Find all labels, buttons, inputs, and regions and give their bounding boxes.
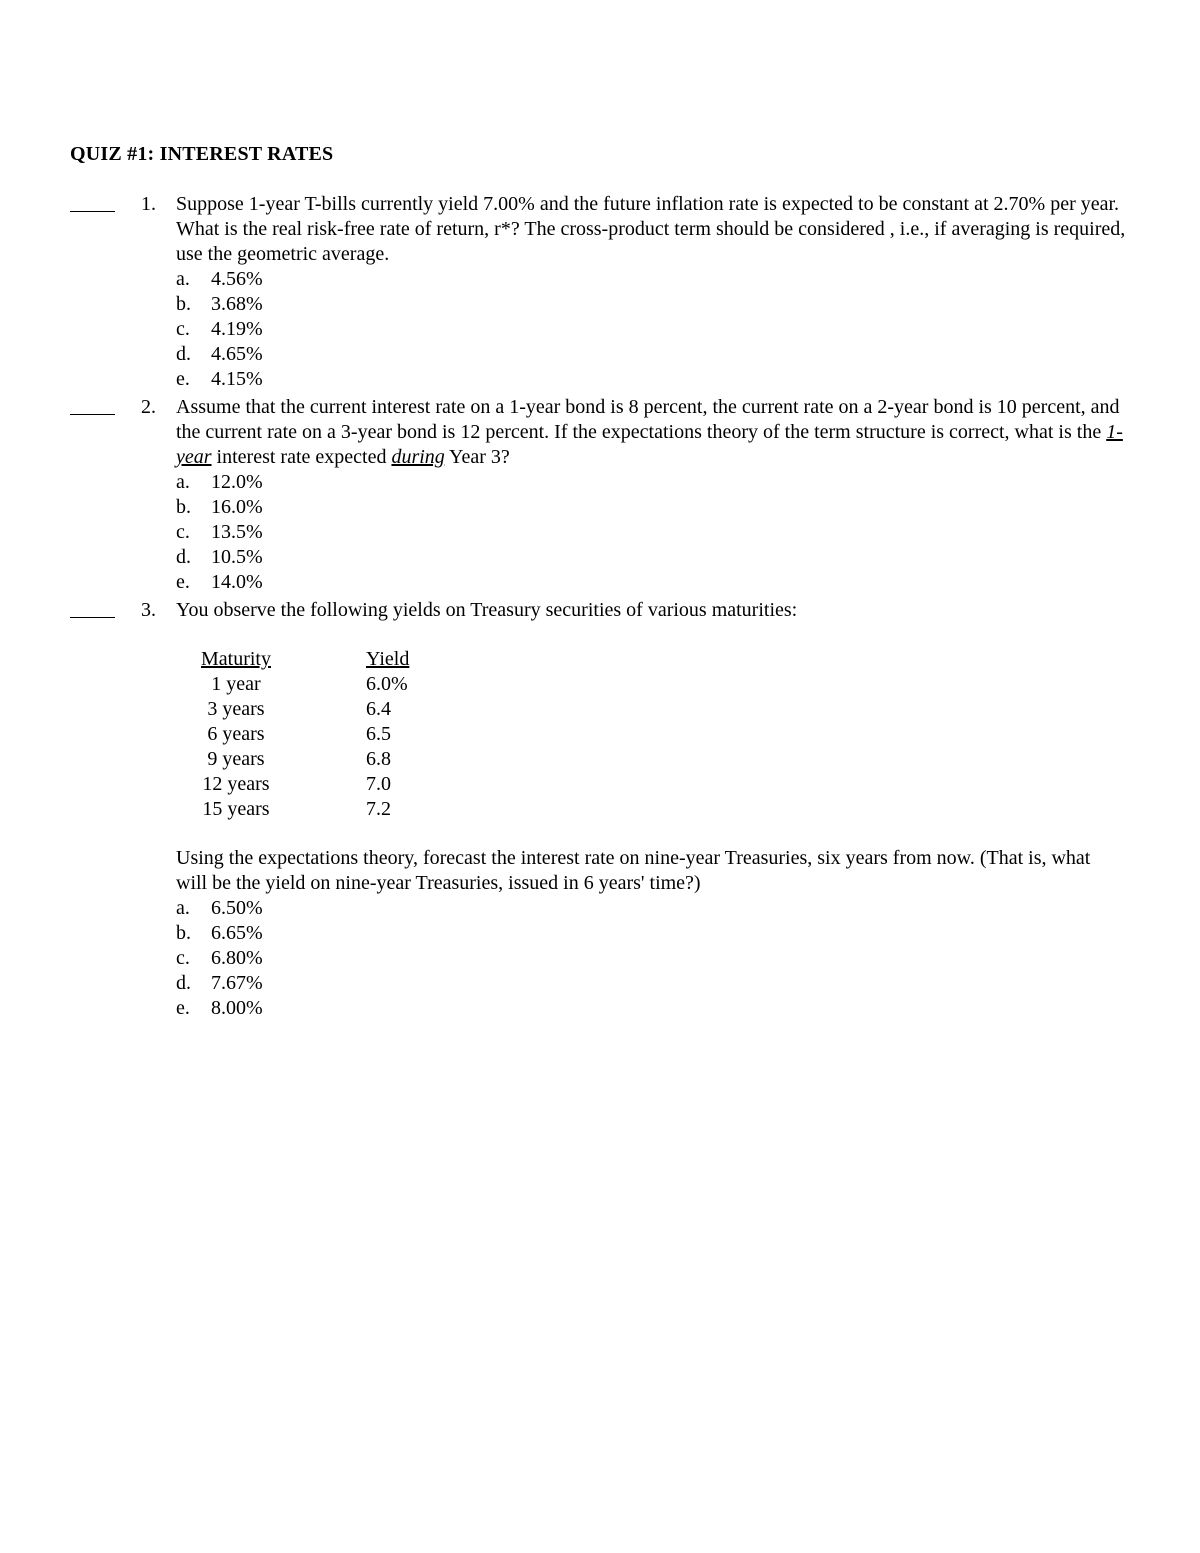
option-letter: e. xyxy=(176,368,190,390)
answer-options xyxy=(176,470,1126,595)
table-row xyxy=(176,672,1126,697)
option-value: 4.65% xyxy=(211,343,263,365)
yield-cell: 7.0 xyxy=(366,773,391,795)
option-letter: d. xyxy=(176,343,191,365)
question-intro: You observe the following yields on Treasury securities of various maturities: xyxy=(176,599,798,621)
table-row xyxy=(176,797,1126,822)
maturity-cell: 15 years xyxy=(202,798,270,820)
option-letter: b. xyxy=(176,496,191,518)
question-text-part: Assume that the current interest rate on a 1-year bond is 8 percent, the current rate on a 2-year bond is 10 percent, and the current rate on a 3-year bond is 12 percent. If the expectations theory of the term structure is correct, what is the xyxy=(176,396,1120,443)
option-value: 3.68% xyxy=(211,293,263,315)
question-body xyxy=(176,598,1126,1021)
answer-option xyxy=(176,545,1126,570)
option-value: 6.50% xyxy=(211,897,263,919)
question-text: Using the expectations theory, forecast the interest rate on nine-year Treasuries, six years from now. (That is, what will be the yield on nine-year Treasuries, issued in 6 years' time?) xyxy=(176,847,1091,894)
yield-table xyxy=(176,647,1126,822)
option-value: 6.65% xyxy=(211,922,263,944)
option-letter: c. xyxy=(176,318,190,340)
option-value: 14.0% xyxy=(211,571,263,593)
option-letter: c. xyxy=(176,521,190,543)
option-value: 10.5% xyxy=(211,546,263,568)
question-text-part: Year 3? xyxy=(444,446,510,468)
answer-option xyxy=(176,367,1126,392)
answer-blank xyxy=(70,617,115,618)
answer-option xyxy=(176,495,1126,520)
quiz-title: QUIZ #1: INTEREST RATES xyxy=(70,143,334,165)
maturity-cell: 9 years xyxy=(207,748,265,770)
table-row xyxy=(176,722,1126,747)
question-number: 1. xyxy=(141,193,156,215)
option-value: 16.0% xyxy=(211,496,263,518)
question-number: 3. xyxy=(141,599,156,621)
option-letter: c. xyxy=(176,947,190,969)
answer-option xyxy=(176,292,1126,317)
maturity-cell: 12 years xyxy=(202,773,270,795)
question-number: 2. xyxy=(141,396,156,418)
option-value: 4.56% xyxy=(211,268,263,290)
option-letter: d. xyxy=(176,972,191,994)
answer-option xyxy=(176,342,1126,367)
answer-option xyxy=(176,896,1126,921)
question-body xyxy=(176,192,1126,392)
yield-cell: 6.5 xyxy=(366,723,391,745)
table-row xyxy=(176,747,1126,772)
option-letter: a. xyxy=(176,268,190,290)
yield-cell: 6.8 xyxy=(366,748,391,770)
answer-options xyxy=(176,267,1126,392)
option-letter: b. xyxy=(176,922,191,944)
table-row xyxy=(176,697,1126,722)
option-value: 8.00% xyxy=(211,997,263,1019)
answer-option xyxy=(176,996,1126,1021)
option-value: 7.67% xyxy=(211,972,263,994)
option-value: 12.0% xyxy=(211,471,263,493)
answer-options xyxy=(176,896,1126,1021)
maturity-cell: 1 year xyxy=(211,673,261,695)
option-value: 4.15% xyxy=(211,368,263,390)
option-letter: e. xyxy=(176,997,190,1019)
yield-cell: 7.2 xyxy=(366,798,391,820)
option-value: 4.19% xyxy=(211,318,263,340)
answer-option xyxy=(176,570,1126,595)
maturity-cell: 6 years xyxy=(207,723,265,745)
answer-option xyxy=(176,520,1126,545)
option-letter: d. xyxy=(176,546,191,568)
question-text-part: interest rate expected xyxy=(211,446,392,468)
question-body xyxy=(176,395,1126,595)
option-value: 13.5% xyxy=(211,521,263,543)
option-letter: a. xyxy=(176,471,190,493)
option-value: 6.80% xyxy=(211,947,263,969)
table-header-row xyxy=(176,647,1126,672)
table-row xyxy=(176,772,1126,797)
question-text: Suppose 1-year T-bills currently yield 7.00% and the future inflation rate is expected to be constant at 2.70% per year. What is the real risk-free rate of return, r*? The cross-product term should be considered , i.e., if averaging is required, use the geometric average. xyxy=(176,193,1126,265)
answer-option xyxy=(176,971,1126,996)
answer-option xyxy=(176,317,1126,342)
answer-option xyxy=(176,267,1126,292)
maturity-header: Maturity xyxy=(201,648,271,670)
answer-option xyxy=(176,470,1126,495)
answer-blank xyxy=(70,414,115,415)
answer-option xyxy=(176,921,1126,946)
emphasized-term: 1-year xyxy=(176,421,1123,468)
option-letter: b. xyxy=(176,293,191,315)
option-letter: a. xyxy=(176,897,190,919)
yield-header: Yield xyxy=(366,648,410,670)
maturity-cell: 3 years xyxy=(207,698,265,720)
answer-option xyxy=(176,946,1126,971)
yield-cell: 6.4 xyxy=(366,698,391,720)
yield-cell: 6.0% xyxy=(366,673,408,695)
question-text xyxy=(176,395,1126,470)
emphasized-term: during xyxy=(391,446,445,468)
answer-blank xyxy=(70,211,115,212)
option-letter: e. xyxy=(176,571,190,593)
